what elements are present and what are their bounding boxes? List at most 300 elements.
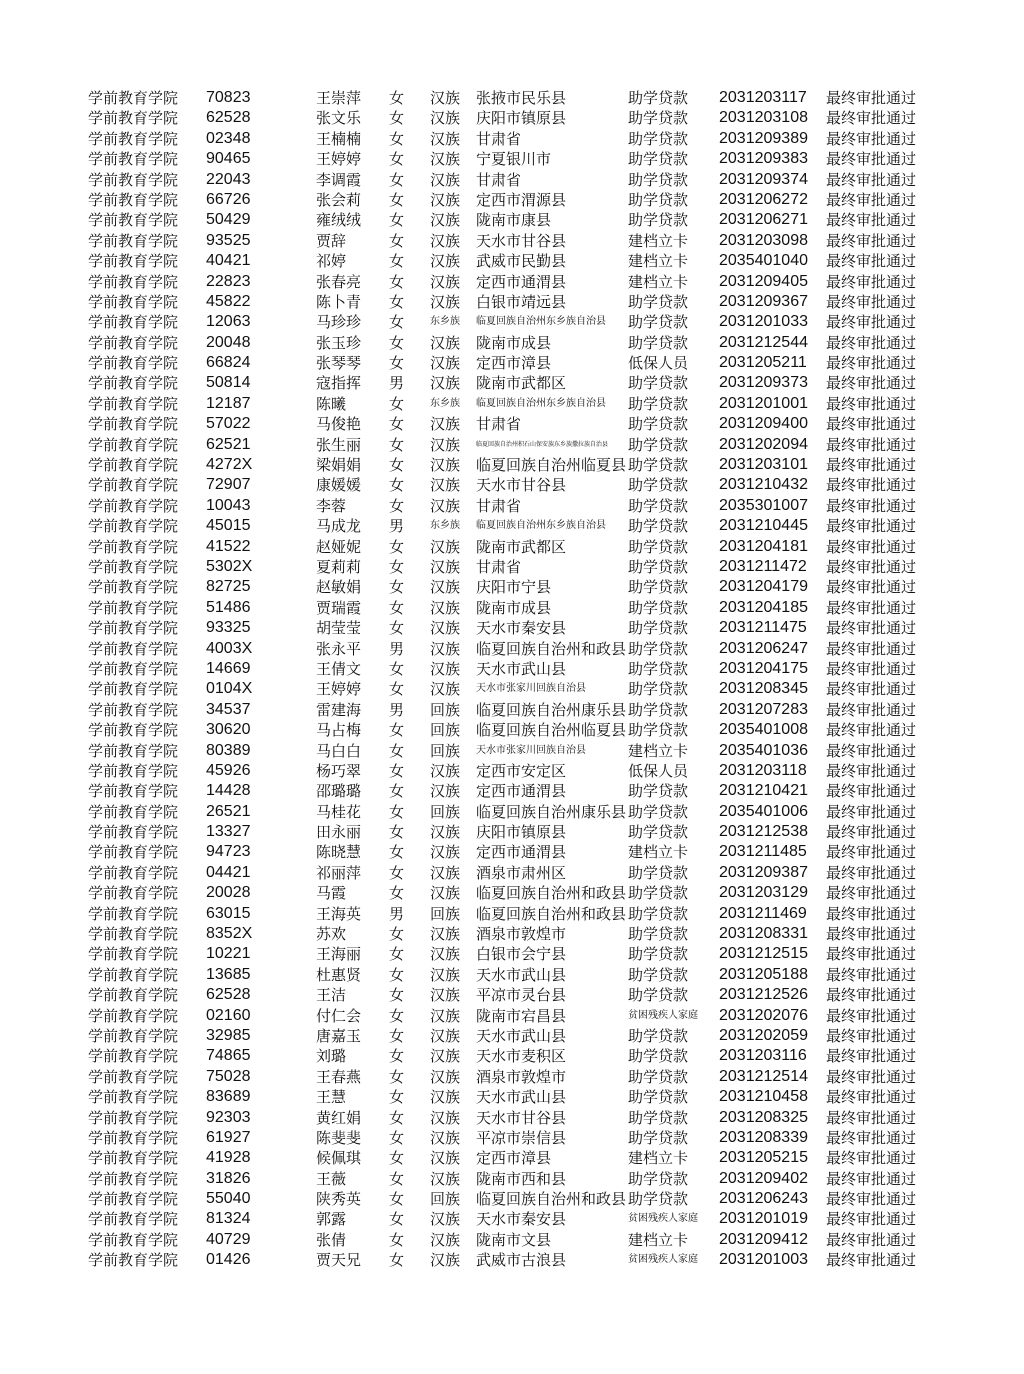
ethnicity-cell: 东乡族 [430,520,460,532]
ethnicity-cell: 汉族 [430,89,461,107]
application-number-cell: 2031206272 [719,190,808,208]
student-name-cell: 胡莹莹 [316,619,362,638]
aid-type-cell: 助学贷款 [628,1088,689,1107]
approval-status-cell: 最终审批通过 [826,211,917,230]
application-number-cell: 2031201001 [719,394,808,412]
student-name-cell: 张会莉 [316,190,362,209]
region-cell: 天水市张家川回族自治县 [476,683,586,695]
student-name-cell: 贾辞 [316,231,347,250]
aid-type-cell: 助学贷款 [628,1128,689,1147]
application-number-cell: 2031204179 [719,578,808,596]
gender-cell: 女 [389,659,405,678]
college-cell: 学前教育学院 [88,945,179,964]
approval-status-cell: 最终审批通过 [826,456,917,475]
application-number-cell: 2031203101 [719,456,808,474]
application-number-cell: 2031208339 [719,1128,808,1146]
table-row [0,965,1024,985]
college-cell: 学前教育学院 [88,496,179,515]
student-code-cell: 50814 [206,374,251,392]
region-cell: 临夏回族自治州东乡族自治县 [476,316,606,328]
application-number-cell: 2031210432 [719,476,808,494]
table-row [0,1189,1024,1209]
ethnicity-cell: 汉族 [430,863,461,882]
region-cell: 甘肃省 [476,496,522,515]
student-name-cell: 杜惠贤 [316,965,362,984]
student-name-cell: 王洁 [316,986,347,1005]
approval-status-cell: 最终审批通过 [826,659,917,678]
region-cell: 陇南市宕昌县 [476,1006,567,1025]
student-name-cell: 贾天兄 [316,1251,362,1270]
aid-type-cell: 助学贷款 [628,537,689,556]
student-name-cell: 王慧 [316,1088,347,1107]
college-cell: 学前教育学院 [88,1251,179,1270]
gender-cell: 女 [389,884,405,903]
college-cell: 学前教育学院 [88,986,179,1005]
approval-status-cell: 最终审批通过 [826,700,917,719]
gender-cell: 男 [389,374,405,393]
student-name-cell: 寇指挥 [316,374,362,393]
student-name-cell: 马霞 [316,884,347,903]
aid-type-cell: 助学贷款 [628,313,689,332]
student-code-cell: 8352X [206,925,253,943]
student-code-cell: 50429 [206,211,251,229]
application-number-cell: 2031201033 [719,313,808,331]
region-cell: 临夏回族自治州康乐县 [476,802,627,821]
aid-type-cell: 助学贷款 [628,802,689,821]
application-number-cell: 2031209374 [719,170,808,188]
student-name-cell: 刘璐 [316,1047,347,1066]
student-name-cell: 马俊艳 [316,415,362,434]
approval-status-cell: 最终审批通过 [826,884,917,903]
approval-status-cell: 最终审批通过 [826,150,917,169]
ethnicity-cell: 汉族 [430,1067,461,1086]
gender-cell: 女 [389,1149,405,1168]
table-row [0,700,1024,720]
region-cell: 庆阳市宁县 [476,578,552,597]
aid-type-cell: 助学贷款 [628,476,689,495]
table-row [0,944,1024,964]
gender-cell: 女 [389,252,405,271]
college-cell: 学前教育学院 [88,231,179,250]
aid-type-cell: 助学贷款 [628,598,689,617]
application-number-cell: 2031204185 [719,598,808,616]
table-row [0,761,1024,781]
approval-status-cell: 最终审批通过 [826,863,917,882]
student-name-cell: 陈曦 [316,394,347,413]
college-cell: 学前教育学院 [88,1067,179,1086]
student-name-cell: 马桂花 [316,802,362,821]
table-row [0,1128,1024,1148]
college-cell: 学前教育学院 [88,557,179,576]
approval-status-cell: 最终审批通过 [826,925,917,944]
region-cell: 平凉市崇信县 [476,1128,567,1147]
table-row [0,720,1024,740]
student-code-cell: 45822 [206,292,251,310]
gender-cell: 女 [389,925,405,944]
approval-status-cell: 最终审批通过 [826,1047,917,1066]
region-cell: 临夏回族自治州和政县 [476,639,627,658]
table-row [0,394,1024,414]
ethnicity-cell: 东乡族 [430,316,460,328]
application-number-cell: 2031209373 [719,374,808,392]
table-row [0,190,1024,210]
gender-cell: 女 [389,741,405,760]
gender-cell: 女 [389,415,405,434]
student-name-cell: 雷建海 [316,700,362,719]
gender-cell: 女 [389,1088,405,1107]
approval-status-cell: 最终审批通过 [826,578,917,597]
region-cell: 天水市秦安县 [476,619,567,638]
ethnicity-cell: 汉族 [430,190,461,209]
ethnicity-cell: 汉族 [430,435,461,454]
gender-cell: 女 [389,619,405,638]
gender-cell: 女 [389,1251,405,1270]
table-row [0,129,1024,149]
table-row [0,842,1024,862]
aid-type-cell: 助学贷款 [628,1067,689,1086]
approval-status-cell: 最终审批通过 [826,639,917,658]
college-cell: 学前教育学院 [88,313,179,332]
college-cell: 学前教育学院 [88,415,179,434]
application-number-cell: 2031209389 [719,129,808,147]
student-code-cell: 20028 [206,884,251,902]
aid-type-cell: 助学贷款 [628,904,689,923]
region-cell: 陇南市武都区 [476,374,567,393]
gender-cell: 女 [389,843,405,862]
student-name-cell: 王海丽 [316,945,362,964]
college-cell: 学前教育学院 [88,659,179,678]
approval-status-cell: 最终审批通过 [826,1210,917,1229]
gender-cell: 女 [389,1210,405,1229]
application-number-cell: 2031206247 [719,639,808,657]
college-cell: 学前教育学院 [88,1128,179,1147]
application-number-cell: 2035401006 [719,802,808,820]
gender-cell: 女 [389,863,405,882]
application-number-cell: 2031210458 [719,1088,808,1106]
gender-cell: 女 [389,313,405,332]
approval-status-cell: 最终审批通过 [826,1149,917,1168]
student-name-cell: 陈晓慧 [316,843,362,862]
aid-type-cell: 助学贷款 [628,129,689,148]
approval-status-cell: 最终审批通过 [826,1230,917,1249]
application-number-cell: 2031212526 [719,986,808,1004]
gender-cell: 女 [389,170,405,189]
college-cell: 学前教育学院 [88,354,179,373]
college-cell: 学前教育学院 [88,884,179,903]
student-code-cell: 22823 [206,272,251,290]
gender-cell: 女 [389,1169,405,1188]
region-cell: 武威市民勤县 [476,252,567,271]
aid-type-cell: 建档立卡 [628,741,689,760]
student-code-cell: 74865 [206,1047,251,1065]
table-row [0,557,1024,577]
application-number-cell: 2031201019 [719,1210,808,1228]
student-code-cell: 10043 [206,496,251,514]
gender-cell: 女 [389,1128,405,1147]
table-row [0,863,1024,883]
student-name-cell: 马珍珍 [316,313,362,332]
aid-type-cell: 助学贷款 [628,680,689,699]
aid-type-cell: 贫困残疾人家庭 [628,1254,698,1266]
student-code-cell: 51486 [206,598,251,616]
aid-type-cell: 助学贷款 [628,659,689,678]
ethnicity-cell: 汉族 [430,1047,461,1066]
region-cell: 天水市甘谷县 [476,476,567,495]
approval-status-cell: 最终审批通过 [826,537,917,556]
student-code-cell: 75028 [206,1067,251,1085]
region-cell: 酒泉市敦煌市 [476,925,567,944]
region-cell: 甘肃省 [476,170,522,189]
ethnicity-cell: 汉族 [430,231,461,250]
aid-type-cell: 低保人员 [628,354,689,373]
application-number-cell: 2031204175 [719,659,808,677]
approval-status-cell: 最终审批通过 [826,292,917,311]
table-row [0,333,1024,353]
student-code-cell: 31826 [206,1169,251,1187]
student-code-cell: 62528 [206,109,251,127]
student-name-cell: 陕秀英 [316,1190,362,1209]
table-row [0,883,1024,903]
aid-type-cell: 助学贷款 [628,89,689,107]
student-code-cell: 93525 [206,231,251,249]
student-name-cell: 贾瑞霞 [316,598,362,617]
table-row [0,88,1024,108]
student-name-cell: 王薇 [316,1169,347,1188]
college-cell: 学前教育学院 [88,1190,179,1209]
student-code-cell: 26521 [206,802,251,820]
student-name-cell: 张春亮 [316,272,362,291]
gender-cell: 女 [389,150,405,169]
application-number-cell: 2031211472 [719,557,807,575]
approval-status-cell: 最终审批通过 [826,435,917,454]
ethnicity-cell: 回族 [430,700,461,719]
region-cell: 天水市麦积区 [476,1047,567,1066]
aid-type-cell: 助学贷款 [628,170,689,189]
approval-status-cell: 最终审批通过 [826,333,917,352]
approval-status-cell: 最终审批通过 [826,557,917,576]
region-cell: 酒泉市敦煌市 [476,1067,567,1086]
college-cell: 学前教育学院 [88,639,179,658]
table-row [0,822,1024,842]
gender-cell: 女 [389,456,405,475]
ethnicity-cell: 汉族 [430,333,461,352]
approval-status-cell: 最终审批通过 [826,109,917,128]
student-code-cell: 01426 [206,1251,251,1269]
ethnicity-cell: 汉族 [430,823,461,842]
ethnicity-cell: 汉族 [430,557,461,576]
student-code-cell: 02160 [206,1006,251,1024]
student-name-cell: 李调霞 [316,170,362,189]
region-cell: 酒泉市肃州区 [476,863,567,882]
college-cell: 学前教育学院 [88,863,179,882]
table-row [0,639,1024,659]
aid-type-cell: 建档立卡 [628,272,689,291]
student-aid-table [0,88,1024,1271]
ethnicity-cell: 汉族 [430,598,461,617]
aid-type-cell: 助学贷款 [628,109,689,128]
approval-status-cell: 最终审批通过 [826,823,917,842]
aid-type-cell: 建档立卡 [628,231,689,250]
ethnicity-cell: 汉族 [430,129,461,148]
student-code-cell: 93325 [206,619,251,637]
gender-cell: 女 [389,802,405,821]
aid-type-cell: 助学贷款 [628,986,689,1005]
student-name-cell: 张永平 [316,639,362,658]
ethnicity-cell: 汉族 [430,496,461,515]
application-number-cell: 2035401036 [719,741,808,759]
approval-status-cell: 最终审批通过 [826,1067,917,1086]
student-code-cell: 55040 [206,1190,251,1208]
aid-type-cell: 助学贷款 [628,782,689,801]
table-row [0,272,1024,292]
ethnicity-cell: 汉族 [430,374,461,393]
approval-status-cell: 最终审批通过 [826,1026,917,1045]
college-cell: 学前教育学院 [88,680,179,699]
gender-cell: 女 [389,211,405,230]
student-name-cell: 张琴琴 [316,354,362,373]
region-cell: 张掖市民乐县 [476,89,567,107]
student-name-cell: 苏欢 [316,925,347,944]
college-cell: 学前教育学院 [88,333,179,352]
student-name-cell: 王楠楠 [316,129,362,148]
college-cell: 学前教育学院 [88,292,179,311]
table-row [0,414,1024,434]
college-cell: 学前教育学院 [88,476,179,495]
application-number-cell: 2031207283 [719,700,808,718]
ethnicity-cell: 汉族 [430,639,461,658]
region-cell: 临夏回族自治州和政县 [476,1190,627,1209]
approval-status-cell: 最终审批通过 [826,313,917,332]
ethnicity-cell: 汉族 [430,1251,461,1270]
college-cell: 学前教育学院 [88,272,179,291]
application-number-cell: 2031209405 [719,272,808,290]
student-code-cell: 57022 [206,415,251,433]
student-code-cell: 41522 [206,537,251,555]
gender-cell: 女 [389,272,405,291]
aid-type-cell: 助学贷款 [628,1026,689,1045]
ethnicity-cell: 汉族 [430,211,461,230]
region-cell: 天水市武山县 [476,1088,567,1107]
college-cell: 学前教育学院 [88,1230,179,1249]
gender-cell: 女 [389,1190,405,1209]
approval-status-cell: 最终审批通过 [826,89,917,107]
college-cell: 学前教育学院 [88,517,179,536]
ethnicity-cell: 回族 [430,904,461,923]
application-number-cell: 2031212544 [719,333,808,351]
aid-type-cell: 助学贷款 [628,823,689,842]
approval-status-cell: 最终审批通过 [826,190,917,209]
application-number-cell: 2031209412 [719,1230,808,1248]
college-cell: 学前教育学院 [88,1108,179,1127]
gender-cell: 女 [389,945,405,964]
application-number-cell: 2031203129 [719,884,808,902]
student-name-cell: 李蓉 [316,496,347,515]
gender-cell: 女 [389,578,405,597]
ethnicity-cell: 汉族 [430,1088,461,1107]
ethnicity-cell: 东乡族 [430,397,460,409]
region-cell: 临夏回族自治州临夏县 [476,721,627,740]
ethnicity-cell: 汉族 [430,1026,461,1045]
application-number-cell: 2031204181 [719,537,808,555]
college-cell: 学前教育学院 [88,374,179,393]
aid-type-cell: 助学贷款 [628,721,689,740]
table-row [0,435,1024,455]
student-code-cell: 70823 [206,89,251,106]
region-cell: 天水市武山县 [476,965,567,984]
aid-type-cell: 助学贷款 [628,945,689,964]
region-cell: 宁夏银川市 [476,150,552,169]
approval-status-cell: 最终审批通过 [826,374,917,393]
region-cell: 天水市武山县 [476,1026,567,1045]
table-row [0,1087,1024,1107]
approval-status-cell: 最终审批通过 [826,761,917,780]
region-cell: 临夏回族自治州和政县 [476,904,627,923]
aid-type-cell: 助学贷款 [628,1169,689,1188]
region-cell: 庆阳市镇原县 [476,823,567,842]
table-row [0,598,1024,618]
student-code-cell: 14428 [206,782,251,800]
student-name-cell: 郭露 [316,1210,347,1229]
aid-type-cell: 助学贷款 [628,1108,689,1127]
region-cell: 临夏回族自治州临夏县 [476,456,627,475]
application-number-cell: 2031212538 [719,823,808,841]
student-name-cell: 邵璐璐 [316,782,362,801]
region-cell: 临夏回族自治州和政县 [476,884,627,903]
student-code-cell: 83689 [206,1088,251,1106]
approval-status-cell: 最终审批通过 [826,986,917,1005]
ethnicity-cell: 汉族 [430,415,461,434]
application-number-cell: 2031209387 [719,863,808,881]
aid-type-cell: 助学贷款 [628,578,689,597]
college-cell: 学前教育学院 [88,782,179,801]
application-number-cell: 2031210445 [719,517,808,535]
ethnicity-cell: 汉族 [430,619,461,638]
gender-cell: 女 [389,231,405,250]
aid-type-cell: 助学贷款 [628,150,689,169]
application-number-cell: 2031205188 [719,965,808,983]
college-cell: 学前教育学院 [88,578,179,597]
approval-status-cell: 最终审批通过 [826,1169,917,1188]
approval-status-cell: 最终审批通过 [826,965,917,984]
region-cell: 定西市漳县 [476,1149,552,1168]
gender-cell: 女 [389,1006,405,1025]
application-number-cell: 2035301007 [719,496,808,514]
student-code-cell: 81324 [206,1210,251,1228]
gender-cell: 女 [389,557,405,576]
student-name-cell: 赵敏娟 [316,578,362,597]
approval-status-cell: 最终审批通过 [826,904,917,923]
student-code-cell: 13327 [206,823,251,841]
table-row [0,353,1024,373]
table-row [0,475,1024,495]
student-code-cell: 92303 [206,1108,251,1126]
approval-status-cell: 最终审批通过 [826,231,917,250]
region-cell: 白银市靖远县 [476,292,567,311]
college-cell: 学前教育学院 [88,109,179,128]
aid-type-cell: 助学贷款 [628,557,689,576]
college-cell: 学前教育学院 [88,1047,179,1066]
aid-type-cell: 助学贷款 [628,496,689,515]
student-code-cell: 94723 [206,843,251,861]
application-number-cell: 2031205211 [719,354,807,372]
region-cell: 陇南市成县 [476,333,552,352]
approval-status-cell: 最终审批通过 [826,680,917,699]
ethnicity-cell: 回族 [430,721,461,740]
gender-cell: 女 [389,965,405,984]
college-cell: 学前教育学院 [88,170,179,189]
approval-status-cell: 最终审批通过 [826,354,917,373]
student-name-cell: 张倩 [316,1230,347,1249]
